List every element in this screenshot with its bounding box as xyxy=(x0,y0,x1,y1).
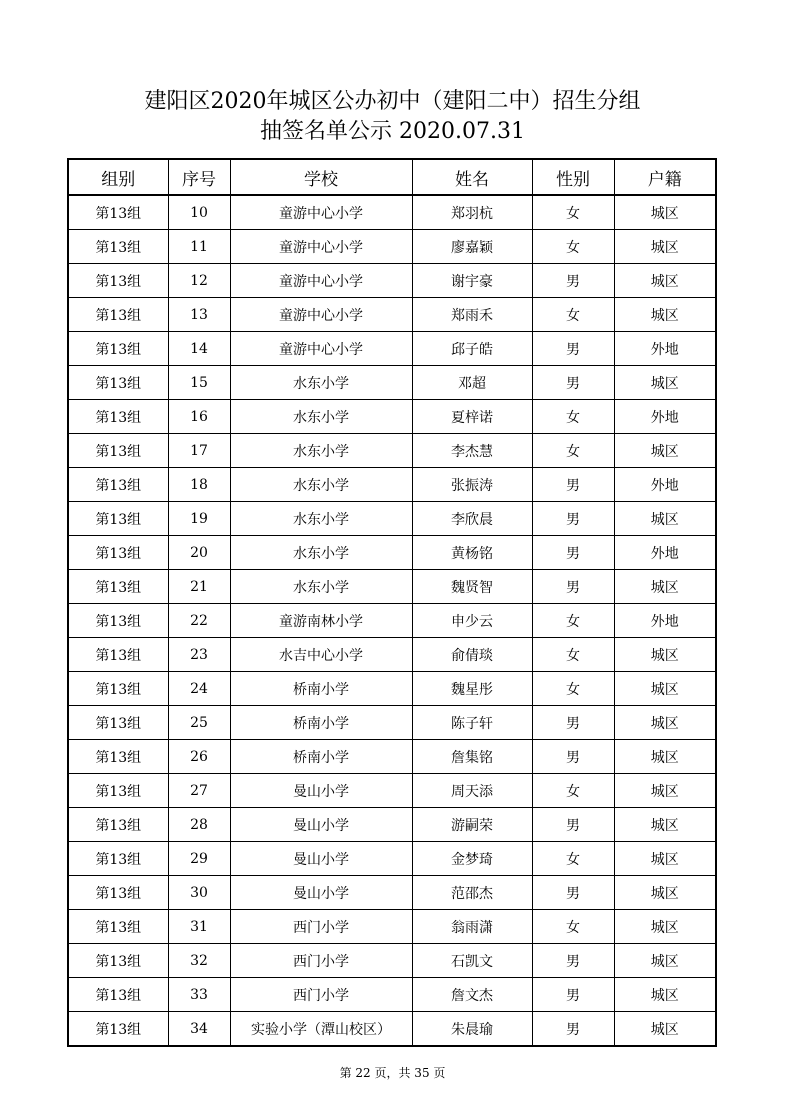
cell-number: 10 xyxy=(168,195,230,230)
cell-gender: 男 xyxy=(532,570,614,604)
cell-number: 24 xyxy=(168,672,230,706)
cell-name: 郑雨禾 xyxy=(412,298,532,332)
cell-group: 第13组 xyxy=(68,502,168,536)
cell-group: 第13组 xyxy=(68,570,168,604)
table-row xyxy=(68,298,716,332)
table-row xyxy=(68,740,716,774)
cell-school: 水东小学 xyxy=(230,434,412,468)
table-row xyxy=(68,842,716,876)
cell-name: 夏梓诺 xyxy=(412,400,532,434)
cell-gender: 男 xyxy=(532,366,614,400)
cell-number: 26 xyxy=(168,740,230,774)
cell-group: 第13组 xyxy=(68,740,168,774)
cell-name: 李欣晨 xyxy=(412,502,532,536)
cell-gender: 女 xyxy=(532,910,614,944)
header-group: 组别 xyxy=(68,159,168,195)
cell-residence: 城区 xyxy=(614,434,716,468)
cell-residence: 城区 xyxy=(614,298,716,332)
cell-school: 童游中心小学 xyxy=(230,298,412,332)
cell-number: 23 xyxy=(168,638,230,672)
cell-name: 李杰慧 xyxy=(412,434,532,468)
table-row xyxy=(68,570,716,604)
cell-group: 第13组 xyxy=(68,195,168,230)
cell-gender: 女 xyxy=(532,604,614,638)
table-row xyxy=(68,502,716,536)
cell-group: 第13组 xyxy=(68,604,168,638)
cell-group: 第13组 xyxy=(68,774,168,808)
cell-group: 第13组 xyxy=(68,978,168,1012)
table-row xyxy=(68,876,716,910)
cell-group: 第13组 xyxy=(68,332,168,366)
cell-group: 第13组 xyxy=(68,434,168,468)
cell-gender: 女 xyxy=(532,434,614,468)
table-row xyxy=(68,264,716,298)
cell-name: 郑羽杭 xyxy=(412,195,532,230)
cell-school: 桥南小学 xyxy=(230,672,412,706)
cell-group: 第13组 xyxy=(68,536,168,570)
page-title-line-2: 抽签名单公示 2020.07.31 xyxy=(260,119,525,144)
table-header-row xyxy=(68,159,716,195)
cell-school: 童游中心小学 xyxy=(230,264,412,298)
cell-name: 游嗣荣 xyxy=(412,808,532,842)
cell-name: 周天添 xyxy=(412,774,532,808)
cell-residence: 城区 xyxy=(614,740,716,774)
cell-school: 童游中心小学 xyxy=(230,195,412,230)
cell-residence: 城区 xyxy=(614,502,716,536)
cell-school: 曼山小学 xyxy=(230,876,412,910)
cell-number: 13 xyxy=(168,298,230,332)
cell-residence: 城区 xyxy=(614,978,716,1012)
cell-gender: 男 xyxy=(532,808,614,842)
cell-gender: 男 xyxy=(532,978,614,1012)
table-row xyxy=(68,1012,716,1047)
cell-name: 朱晨瑜 xyxy=(412,1012,532,1047)
table-row xyxy=(68,604,716,638)
cell-group: 第13组 xyxy=(68,842,168,876)
cell-gender: 男 xyxy=(532,876,614,910)
cell-residence: 外地 xyxy=(614,604,716,638)
cell-group: 第13组 xyxy=(68,876,168,910)
cell-residence: 城区 xyxy=(614,366,716,400)
cell-residence: 外地 xyxy=(614,468,716,502)
cell-number: 15 xyxy=(168,366,230,400)
cell-name: 魏贤智 xyxy=(412,570,532,604)
cell-school: 水东小学 xyxy=(230,570,412,604)
table-body xyxy=(68,195,716,1046)
cell-number: 28 xyxy=(168,808,230,842)
cell-group: 第13组 xyxy=(68,808,168,842)
cell-residence: 城区 xyxy=(614,264,716,298)
cell-number: 32 xyxy=(168,944,230,978)
cell-residence: 城区 xyxy=(614,230,716,264)
header-number: 序号 xyxy=(168,159,230,195)
cell-name: 俞倩琰 xyxy=(412,638,532,672)
cell-group: 第13组 xyxy=(68,638,168,672)
cell-gender: 女 xyxy=(532,400,614,434)
cell-number: 14 xyxy=(168,332,230,366)
cell-school: 曼山小学 xyxy=(230,842,412,876)
cell-school: 童游南林小学 xyxy=(230,604,412,638)
cell-school: 曼山小学 xyxy=(230,808,412,842)
table-row xyxy=(68,468,716,502)
cell-name: 邱子皓 xyxy=(412,332,532,366)
cell-group: 第13组 xyxy=(68,298,168,332)
cell-name: 陈子轩 xyxy=(412,706,532,740)
table-row xyxy=(68,910,716,944)
cell-gender: 女 xyxy=(532,298,614,332)
cell-school: 西门小学 xyxy=(230,978,412,1012)
cell-name: 邓超 xyxy=(412,366,532,400)
cell-group: 第13组 xyxy=(68,468,168,502)
cell-name: 詹文杰 xyxy=(412,978,532,1012)
cell-gender: 男 xyxy=(532,740,614,774)
header-gender: 性别 xyxy=(532,159,614,195)
cell-residence: 城区 xyxy=(614,876,716,910)
cell-name: 詹集铭 xyxy=(412,740,532,774)
cell-gender: 女 xyxy=(532,638,614,672)
cell-number: 30 xyxy=(168,876,230,910)
cell-residence: 城区 xyxy=(614,944,716,978)
cell-gender: 男 xyxy=(532,332,614,366)
cell-residence: 城区 xyxy=(614,910,716,944)
cell-number: 22 xyxy=(168,604,230,638)
cell-name: 谢宇豪 xyxy=(412,264,532,298)
cell-name: 申少云 xyxy=(412,604,532,638)
cell-name: 范邵杰 xyxy=(412,876,532,910)
cell-residence: 城区 xyxy=(614,774,716,808)
table-row xyxy=(68,978,716,1012)
cell-school: 水东小学 xyxy=(230,366,412,400)
cell-number: 29 xyxy=(168,842,230,876)
cell-group: 第13组 xyxy=(68,366,168,400)
cell-group: 第13组 xyxy=(68,264,168,298)
table-row xyxy=(68,536,716,570)
cell-group: 第13组 xyxy=(68,672,168,706)
cell-gender: 男 xyxy=(532,502,614,536)
cell-group: 第13组 xyxy=(68,910,168,944)
header-name: 姓名 xyxy=(412,159,532,195)
table-row xyxy=(68,944,716,978)
cell-name: 廖嘉颖 xyxy=(412,230,532,264)
cell-number: 12 xyxy=(168,264,230,298)
cell-group: 第13组 xyxy=(68,230,168,264)
cell-gender: 男 xyxy=(532,264,614,298)
cell-name: 石凯文 xyxy=(412,944,532,978)
page-footer: 第 22 页，共 35 页 xyxy=(339,1066,446,1080)
cell-school: 桥南小学 xyxy=(230,740,412,774)
cell-residence: 外地 xyxy=(614,332,716,366)
cell-gender: 男 xyxy=(532,706,614,740)
cell-residence: 城区 xyxy=(614,808,716,842)
cell-gender: 女 xyxy=(532,672,614,706)
cell-school: 实验小学（潭山校区） xyxy=(230,1012,412,1047)
cell-school: 水东小学 xyxy=(230,468,412,502)
cell-school: 水东小学 xyxy=(230,502,412,536)
cell-gender: 女 xyxy=(532,230,614,264)
roster-table xyxy=(67,158,717,1047)
cell-group: 第13组 xyxy=(68,400,168,434)
cell-school: 水东小学 xyxy=(230,536,412,570)
cell-number: 33 xyxy=(168,978,230,1012)
table-row xyxy=(68,230,716,264)
cell-number: 16 xyxy=(168,400,230,434)
cell-number: 27 xyxy=(168,774,230,808)
cell-school: 曼山小学 xyxy=(230,774,412,808)
cell-number: 21 xyxy=(168,570,230,604)
cell-gender: 男 xyxy=(532,1012,614,1047)
cell-school: 水吉中心小学 xyxy=(230,638,412,672)
cell-school: 西门小学 xyxy=(230,910,412,944)
header-residence: 户籍 xyxy=(614,159,716,195)
header-school: 学校 xyxy=(230,159,412,195)
cell-school: 西门小学 xyxy=(230,944,412,978)
cell-gender: 女 xyxy=(532,842,614,876)
cell-name: 魏星彤 xyxy=(412,672,532,706)
cell-gender: 女 xyxy=(532,195,614,230)
cell-school: 童游中心小学 xyxy=(230,332,412,366)
cell-number: 11 xyxy=(168,230,230,264)
cell-residence: 城区 xyxy=(614,570,716,604)
cell-residence: 城区 xyxy=(614,672,716,706)
table-row xyxy=(68,332,716,366)
cell-residence: 城区 xyxy=(614,842,716,876)
cell-name: 张振涛 xyxy=(412,468,532,502)
cell-residence: 城区 xyxy=(614,706,716,740)
cell-number: 17 xyxy=(168,434,230,468)
table-row xyxy=(68,366,716,400)
table-row xyxy=(68,706,716,740)
cell-residence: 外地 xyxy=(614,536,716,570)
table-row xyxy=(68,672,716,706)
cell-gender: 男 xyxy=(532,536,614,570)
cell-number: 34 xyxy=(168,1012,230,1047)
cell-number: 20 xyxy=(168,536,230,570)
page-title-line-1: 建阳区2020年城区公办初中（建阳二中）招生分组 xyxy=(144,89,641,114)
cell-school: 桥南小学 xyxy=(230,706,412,740)
cell-group: 第13组 xyxy=(68,1012,168,1047)
cell-residence: 城区 xyxy=(614,195,716,230)
cell-number: 19 xyxy=(168,502,230,536)
cell-name: 黄杨铭 xyxy=(412,536,532,570)
cell-school: 童游中心小学 xyxy=(230,230,412,264)
table-row xyxy=(68,774,716,808)
cell-residence: 外地 xyxy=(614,400,716,434)
table-row xyxy=(68,434,716,468)
table-row xyxy=(68,638,716,672)
cell-gender: 女 xyxy=(532,774,614,808)
cell-gender: 男 xyxy=(532,468,614,502)
cell-residence: 城区 xyxy=(614,1012,716,1047)
table-row xyxy=(68,808,716,842)
cell-group: 第13组 xyxy=(68,944,168,978)
cell-number: 18 xyxy=(168,468,230,502)
cell-number: 31 xyxy=(168,910,230,944)
cell-name: 翁雨潇 xyxy=(412,910,532,944)
cell-number: 25 xyxy=(168,706,230,740)
table-row xyxy=(68,195,716,230)
cell-residence: 城区 xyxy=(614,638,716,672)
cell-group: 第13组 xyxy=(68,706,168,740)
cell-school: 水东小学 xyxy=(230,400,412,434)
table-row xyxy=(68,400,716,434)
cell-name: 金梦琦 xyxy=(412,842,532,876)
cell-gender: 男 xyxy=(532,944,614,978)
